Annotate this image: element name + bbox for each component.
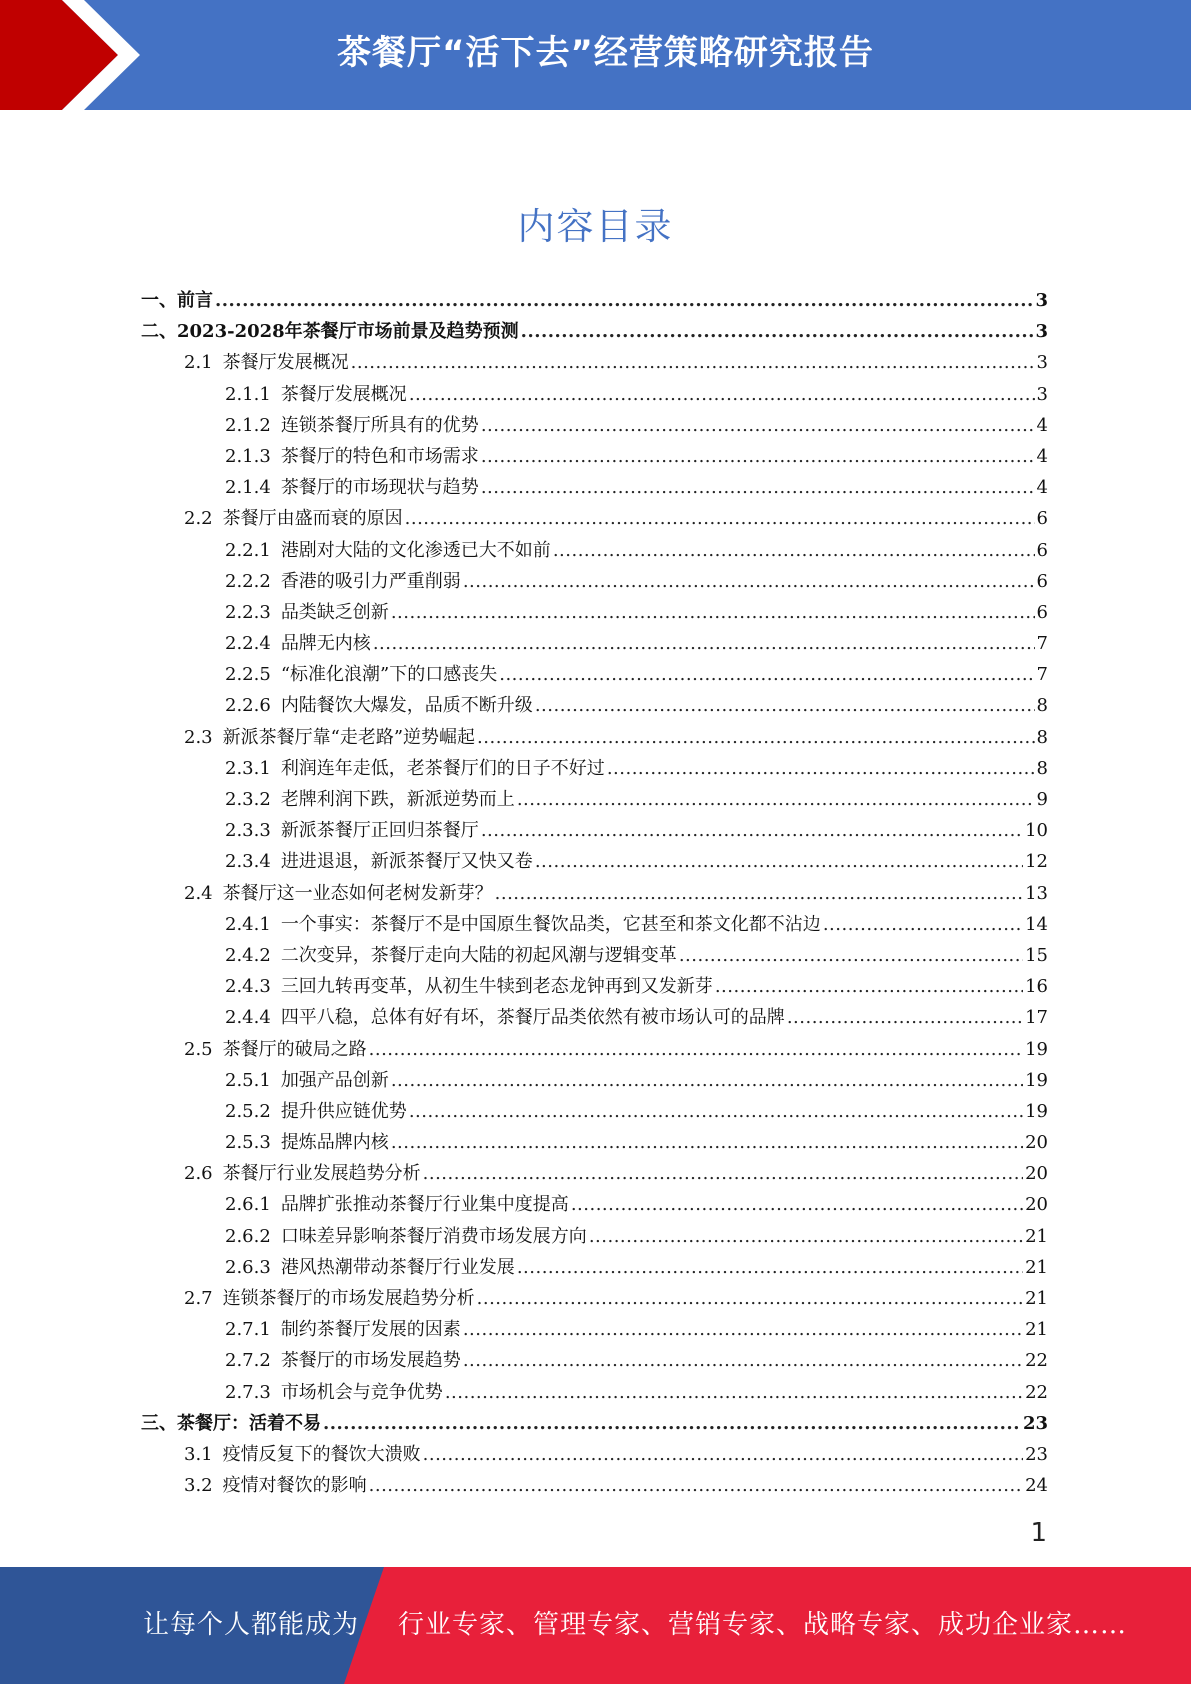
toc-entry-number: 2.2.5 [225,664,271,686]
toc-entry-page: 8 [1036,757,1048,779]
toc-entry-number: 2.1.4 [225,477,271,499]
toc-entry[interactable] [141,971,1048,1002]
report-title: 茶餐厅“活下去”经营策略研究报告 [337,33,874,73]
toc-entry[interactable] [141,316,1048,347]
toc-entry-label: 茶餐厅的市场发展趋势 [280,1350,461,1372]
toc-entry-title [225,1377,443,1408]
toc-entry-label: 二、2023-2028年茶餐厅市场前景及趋势预测 [141,321,519,343]
toc-entry-label: 茶餐厅的破局之路 [222,1038,367,1060]
toc-entry-number: 2.7.2 [225,1350,271,1372]
toc-entry-number: 2.4 [184,882,213,904]
toc-entry-page: 6 [1036,539,1048,561]
toc-entry[interactable] [141,659,1048,690]
toc-entry-title [141,285,213,316]
toc-entry-page: 3 [1035,290,1048,311]
toc-entry-label: 利润连年走低，老茶餐厅们的日子不好过 [280,757,605,779]
toc-entry-number: 3.1 [184,1443,213,1465]
toc-entry[interactable] [141,784,1048,815]
toc-entry-title [225,1221,587,1252]
toc-entry-label: 进进退退，新派茶餐厅又快又卷 [280,851,533,873]
toc-entry-title [225,535,551,566]
toc-entry[interactable] [141,940,1048,971]
toc-entry[interactable] [141,1439,1048,1470]
toc-leader-dots [679,940,1023,971]
toc-heading: 内容目录 [517,205,674,248]
toc-entry-title [225,1345,461,1376]
toc-entry-number: 2.2.1 [225,539,271,561]
toc-entry-title [225,815,479,846]
toc-entry-label: 加强产品创新 [280,1069,389,1091]
toc-entry-number: 2.3.2 [225,789,271,810]
toc-entry-page: 8 [1036,726,1048,748]
toc-entry-number: 2.5.1 [225,1069,271,1091]
toc-entry[interactable] [141,690,1048,721]
toc-leader-dots [391,1065,1023,1096]
toc-entry-number: 2.6.2 [225,1225,271,1247]
toc-leader-dots [351,347,1035,378]
toc-entry-title [225,1314,461,1345]
toc-entry-label: 茶餐厅发展概况 [222,352,349,374]
toc-entry-number: 2.6.1 [225,1194,271,1216]
toc-entry-title [225,753,605,784]
toc-leader-dots [423,1439,1023,1470]
toc-leader-dots [535,690,1035,721]
toc-entry-page: 17 [1025,1007,1048,1029]
toc-entry-number: 2.2.2 [225,570,271,592]
toc-leader-dots [535,846,1023,877]
toc-leader-dots [423,1158,1023,1189]
toc-entry-page: 10 [1025,820,1048,842]
page-number: 1 [1030,1518,1047,1548]
toc-entry[interactable] [141,1283,1048,1314]
toc-entry-label: 新派茶餐厅靠“走老路”逆势崛起 [222,726,476,748]
toc-entry-label: 茶餐厅发展概况 [280,383,407,405]
toc-entry-page: 3 [1036,383,1048,405]
toc-entry-label: “标准化浪潮”下的口感丧失 [280,664,498,686]
toc-leader-dots [409,379,1035,410]
toc-entry-number: 2.5.3 [225,1132,271,1154]
toc-entry[interactable] [141,815,1048,846]
toc-entry[interactable] [141,410,1048,441]
toc-entry-label: 三回九转再变革，从初生牛犊到老态龙钟再到又发新芽 [280,976,713,998]
toc-entry[interactable] [141,909,1048,940]
toc-entry-label: 疫情反复下的餐饮大溃败 [222,1443,421,1465]
toc-entry-label: 茶餐厅的市场现状与趋势 [280,477,479,499]
toc-entry-page: 21 [1025,1288,1048,1309]
toc-leader-dots [391,1127,1023,1158]
toc-entry-page: 21 [1025,1225,1048,1247]
toc-entry-title [184,878,493,909]
toc-entry-page: 6 [1036,570,1048,592]
toc-entry[interactable] [141,347,1048,378]
toc-entry-page: 20 [1025,1163,1048,1185]
toc-entry-page: 4 [1036,445,1048,467]
toc-entry-label: 品牌扩张推动茶餐厅行业集中度提高 [280,1194,569,1216]
toc-leader-dots [463,1314,1023,1345]
toc-entry[interactable] [141,846,1048,877]
toc-entry-title [141,1408,321,1439]
toc-entry[interactable] [141,1252,1048,1283]
toc-leader-dots [715,971,1023,1002]
toc-entry-page: 23 [1022,1412,1048,1434]
toc-entry-label: 茶餐厅行业发展趋势分析 [222,1163,421,1185]
toc-entry-title [184,722,475,753]
toc-entry-number: 2.4.1 [225,913,271,935]
toc-entry-page: 4 [1036,414,1048,436]
toc-entry-title [225,566,461,597]
toc-leader-dots [369,1034,1023,1065]
toc-entry-label: 茶餐厅的特色和市场需求 [280,445,479,467]
toc-entry-title [184,1439,421,1470]
toc-entry-title [225,379,407,410]
toc-entry-title [225,628,371,659]
footer-slogan-left: 让每个人都能成为 [143,1610,360,1640]
toc-leader-dots [589,1221,1023,1252]
toc-entry-number: 2.4.3 [225,976,271,998]
toc-entry-page: 3 [1036,352,1048,374]
toc-entry-title [225,597,389,628]
toc-leader-dots [553,535,1035,566]
toc-entry[interactable] [141,285,1048,316]
toc-entry-title [225,909,821,940]
toc-entry-number: 2.3.1 [225,757,271,779]
toc-entry-title [225,410,479,441]
toc-entry-number: 2.4.2 [225,944,271,966]
toc-entry-number: 2.5.2 [225,1100,271,1122]
toc-entry-label: 提炼品牌内核 [280,1132,389,1154]
toc-entry-title [225,1189,569,1220]
toc-entry-label: 品牌无内核 [280,633,371,655]
toc-leader-dots [517,1252,1023,1283]
toc-entry-label: 市场机会与竞争优势 [280,1381,443,1403]
toc-entry-label: 制约茶餐厅发展的因素 [280,1319,461,1341]
toc-entry-page: 19 [1025,1100,1048,1122]
toc-entry-number: 2.3.3 [225,820,271,842]
toc-entry[interactable] [141,379,1048,410]
toc-entry-number: 2.1.3 [225,445,271,467]
toc-entry-title [225,1252,515,1283]
toc-entry-number: 3.2 [184,1475,213,1497]
toc-entry-page: 24 [1025,1475,1048,1497]
toc-leader-dots [481,441,1035,472]
toc-leader-dots [477,1283,1023,1314]
toc-entry[interactable] [141,1189,1048,1220]
toc-entry-title [225,971,713,1002]
toc-entry-page: 22 [1025,1350,1048,1372]
toc-leader-dots [477,722,1035,753]
toc-leader-dots [481,410,1035,441]
toc-entry-page: 6 [1036,508,1048,530]
toc-leader-dots [787,1002,1023,1033]
toc-entry-label: 四平八稳，总体有好有坏，茶餐厅品类依然有被市场认可的品牌 [280,1007,785,1029]
toc-entry-label: 香港的吸引力严重削弱 [280,570,461,592]
toc-entry-page: 21 [1025,1256,1048,1278]
toc-entry-page: 4 [1036,477,1048,499]
toc-entry-number: 2.6 [184,1163,213,1185]
toc-entry-number: 2.1.2 [225,414,271,436]
toc-entry-label: 老牌利润下跌，新派逆势而上 [280,789,515,810]
toc-entry-label: 疫情对餐饮的影响 [222,1475,367,1497]
toc-entry-page: 16 [1025,976,1048,998]
toc-leader-dots [463,1345,1023,1376]
toc-entry[interactable] [141,1470,1048,1501]
toc-entry[interactable] [141,597,1048,628]
toc-entry-number: 2.6.3 [225,1256,271,1278]
toc-entry-label: 连锁茶餐厅所具有的优势 [280,414,479,436]
toc-entry-title [184,1470,367,1501]
toc-entry-page: 21 [1025,1319,1048,1341]
toc-entry-page: 23 [1025,1443,1048,1465]
toc-entry-number: 2.3.4 [225,851,271,873]
toc-entry-number: 2.5 [184,1038,213,1060]
toc-leader-dots [499,659,1034,690]
toc-entry-title [225,1127,389,1158]
toc-entry-label: 茶餐厅这一业态如何老树发新芽？ [222,882,493,904]
toc-entry-number: 2.1.1 [225,383,271,405]
toc-entry-number: 2.7.1 [225,1319,271,1341]
toc-entry-page: 13 [1025,882,1048,904]
toc-entry-page: 19 [1025,1038,1048,1060]
toc-entry-title [225,784,515,815]
toc-entry-title [184,1034,367,1065]
table-of-contents [141,285,1048,1501]
toc-entry-number: 2.7 [184,1288,213,1309]
toc-entry-label: 茶餐厅由盛而衰的原因 [222,508,403,530]
toc-entry-title [225,690,533,721]
toc-entry-label: 提升供应链优势 [280,1100,407,1122]
toc-entry-label: 新派茶餐厅正回归茶餐厅 [280,820,479,842]
footer-slogan-right: 行业专家、管理专家、营销专家、战略专家、成功企业家…… [398,1610,1128,1640]
toc-entry[interactable] [141,1002,1048,1033]
toc-entry-title [184,347,349,378]
toc-leader-dots [607,753,1035,784]
toc-leader-dots [369,1470,1023,1501]
toc-entry[interactable] [141,441,1048,472]
toc-entry-label: 港剧对大陆的文化渗透已大不如前 [280,539,551,561]
toc-entry-page: 22 [1025,1381,1048,1403]
toc-entry[interactable] [141,753,1048,784]
toc-leader-dots [823,909,1023,940]
toc-leader-dots [323,1408,1021,1439]
toc-entry-page: 7 [1036,664,1048,686]
toc-entry-number: 2.2 [184,508,213,530]
toc-entry-label: 连锁茶餐厅的市场发展趋势分析 [222,1288,475,1309]
toc-entry-title [141,316,519,347]
toc-entry[interactable] [141,1034,1048,1065]
toc-entry-label: 二次变异，茶餐厅走向大陆的初起风潮与逻辑变革 [280,944,677,966]
toc-entry-page: 8 [1036,695,1048,717]
toc-entry-label: 三、茶餐厅：活着不易 [141,1412,321,1434]
toc-leader-dots [521,316,1034,347]
toc-leader-dots [481,815,1023,846]
toc-entry-number: 2.2.6 [225,695,271,717]
toc-entry-label: 口味差异影响茶餐厅消费市场发展方向 [280,1225,587,1247]
toc-entry-number: 2.4.4 [225,1007,271,1029]
toc-leader-dots [481,472,1035,503]
toc-entry-page: 3 [1035,321,1048,343]
toc-entry-label: 内陆餐饮大爆发，品质不断升级 [280,695,533,717]
toc-entry-number: 2.2.3 [225,601,271,623]
toc-leader-dots [391,597,1035,628]
toc-entry-page: 7 [1036,633,1048,655]
toc-entry-number: 2.3 [184,726,213,748]
toc-leader-dots [445,1377,1023,1408]
toc-entry-number: 2.7.3 [225,1381,271,1403]
toc-entry-title [225,441,479,472]
toc-entry[interactable] [141,1158,1048,1189]
toc-leader-dots [409,1096,1023,1127]
toc-entry[interactable] [141,1065,1048,1096]
toc-entry-number: 2.2.4 [225,633,271,655]
toc-entry-number: 2.1 [184,352,213,374]
toc-entry[interactable] [141,472,1048,503]
toc-entry-page: 6 [1036,601,1048,623]
toc-entry[interactable] [141,1314,1048,1345]
toc-entry[interactable] [141,1221,1048,1252]
toc-entry-title [225,940,677,971]
toc-entry[interactable] [141,1096,1048,1127]
toc-entry[interactable] [141,1377,1048,1408]
toc-entry-title [225,1096,407,1127]
toc-entry-title [225,659,497,690]
toc-entry-page: 12 [1025,851,1048,873]
toc-entry[interactable] [141,1127,1048,1158]
toc-entry-page: 20 [1025,1132,1048,1154]
toc-entry-label: 一、前言 [141,290,213,311]
toc-leader-dots [517,784,1035,815]
toc-entry-title [184,503,403,534]
toc-entry[interactable] [141,878,1048,909]
toc-entry-label: 港风热潮带动茶餐厅行业发展 [280,1256,515,1278]
toc-entry-page: 20 [1025,1194,1048,1216]
toc-entry-title [225,472,479,503]
toc-entry[interactable] [141,628,1048,659]
toc-entry-page: 14 [1025,913,1048,935]
page-header [0,0,1191,110]
toc-entry-label: 一个事实：茶餐厅不是中国原生餐饮品类，它甚至和茶文化都不沾边 [280,913,821,935]
toc-leader-dots [463,566,1035,597]
toc-entry-title [225,846,533,877]
toc-entry[interactable] [141,1345,1048,1376]
toc-entry-title [225,1002,785,1033]
toc-entry-page: 9 [1036,789,1048,810]
toc-entry-title [184,1158,421,1189]
toc-entry[interactable] [141,722,1048,753]
toc-leader-dots [571,1189,1023,1220]
toc-entry-label: 品类缺乏创新 [280,601,389,623]
toc-leader-dots [373,628,1035,659]
toc-entry-title [184,1283,475,1314]
toc-leader-dots [215,285,1033,316]
toc-entry[interactable] [141,566,1048,597]
toc-entry[interactable] [141,503,1048,534]
toc-entry-page: 19 [1025,1069,1048,1091]
toc-entry-title [225,1065,389,1096]
toc-entry-page: 15 [1025,944,1048,966]
page-footer [0,1567,1191,1684]
toc-leader-dots [405,503,1035,534]
toc-entry[interactable] [141,1408,1048,1439]
toc-entry[interactable] [141,535,1048,566]
toc-leader-dots [495,878,1023,909]
